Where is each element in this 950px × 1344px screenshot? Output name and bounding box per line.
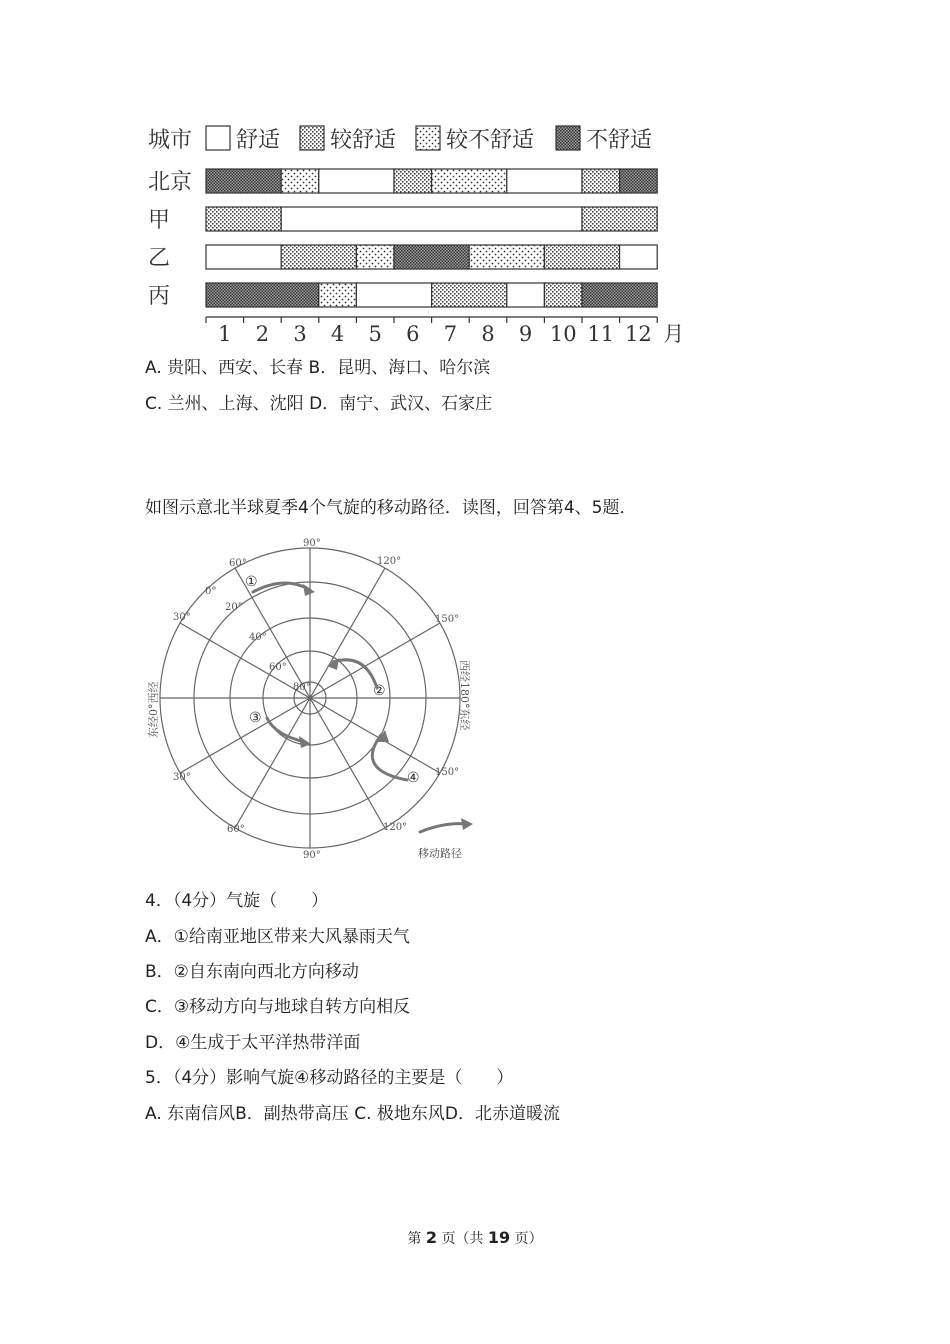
lon-label-0: 0° <box>205 586 217 597</box>
lat-label-80: 80° <box>293 682 311 693</box>
legend-label: 移动路径 <box>418 847 462 860</box>
cyclone-label-3: ③ <box>249 710 262 726</box>
legend-label-fairly_comfortable: 较舒适 <box>330 128 397 153</box>
row-label: 甲 <box>148 208 171 233</box>
q3-options-line1: A. 贵阳、西安、长春 B．昆明、海口、哈尔滨 <box>145 358 491 378</box>
lon-label-30-bottom: 30° <box>173 772 191 783</box>
legend-label-fairly_uncomfortable: 较不舒适 <box>446 128 535 153</box>
cyclone-path-1 <box>253 583 310 592</box>
bar-segment-fairly_uncomfortable <box>319 283 357 307</box>
lon-label-60-bottom: 60° <box>227 824 245 835</box>
bar-segment-fairly_comfortable <box>206 207 281 231</box>
lon-label-120-top: 120° <box>377 556 402 567</box>
row-label: 乙 <box>148 246 171 271</box>
row-label: 北京 <box>148 170 193 195</box>
bar-segment-comfortable <box>319 169 394 193</box>
cyclone-polar-map <box>145 530 485 874</box>
q5-options: A. 东南信风B．副热带高压 C. 极地东风D．北赤道暖流 <box>145 1104 560 1124</box>
footer-suffix: 页） <box>514 1231 543 1247</box>
bar-segment-uncomfortable <box>206 283 319 307</box>
cyclone-label-4: ④ <box>407 770 420 786</box>
bar-segment-comfortable <box>356 283 431 307</box>
bar-segment-uncomfortable <box>620 169 658 193</box>
legend-swatch-comfortable <box>206 126 230 150</box>
legend-title: 城市 <box>148 128 193 153</box>
q5-stem: 5．（4分）影响气旋④移动路径的主要是（ ） <box>145 1068 514 1088</box>
footer-total: 19 <box>487 1228 511 1247</box>
bar-segment-uncomfortable <box>394 245 469 269</box>
row-label: 丙 <box>148 284 171 309</box>
right-axis-label: 西经180°东经 <box>458 660 471 731</box>
bar-segment-fairly_uncomfortable <box>356 245 394 269</box>
month-label: 6 <box>406 322 420 346</box>
month-label: 10 <box>549 322 577 346</box>
month-label: 5 <box>368 322 382 346</box>
lat-label-20: 20° <box>225 602 243 613</box>
month-label: 2 <box>255 322 270 346</box>
month-unit: 月 <box>663 322 685 346</box>
q4-option-a: A．①给南亚地区带来大风暴雨天气 <box>145 927 410 947</box>
lon-label-90-bottom: 90° <box>303 850 321 861</box>
q3-options-line2: C. 兰州、上海、沈阳 D．南宁、武汉、石家庄 <box>145 394 493 414</box>
bar-segment-fairly_comfortable <box>582 169 620 193</box>
lon-label-90-top: 90° <box>303 538 321 549</box>
footer-prefix: 第 <box>407 1231 422 1247</box>
bar-segment-comfortable <box>507 169 582 193</box>
q4-option-d: D．④生成于太平洋热带洋面 <box>145 1033 361 1053</box>
month-label: 9 <box>518 322 533 346</box>
lon-label-30-top: 30° <box>173 612 191 623</box>
bar-segment-fairly_comfortable <box>544 283 582 307</box>
lon-label-120-bottom: 120° <box>383 822 408 833</box>
month-label: 11 <box>587 322 615 346</box>
legend-swatch-fairly_comfortable <box>300 126 324 150</box>
month-label: 8 <box>481 322 495 346</box>
lat-label-40: 40° <box>249 632 267 643</box>
month-label: 3 <box>293 322 307 346</box>
bar-segment-comfortable <box>507 283 545 307</box>
cyclone-label-1: ① <box>245 574 258 590</box>
lon-label-150-top: 150° <box>435 614 460 625</box>
bar-segment-uncomfortable <box>206 169 281 193</box>
footer-page: 2 <box>425 1228 437 1247</box>
bar-segment-fairly_uncomfortable <box>469 245 544 269</box>
bar-segment-fairly_comfortable <box>281 245 356 269</box>
footer-middle: 页（共 <box>441 1231 484 1247</box>
bar-segment-comfortable <box>620 245 658 269</box>
intro-text: 如图示意北半球夏季4个气旋的移动路径．读图，回答第4、5题． <box>145 498 637 518</box>
bar-segment-fairly_uncomfortable <box>281 169 319 193</box>
legend-label-uncomfortable: 不舒适 <box>586 128 653 153</box>
cyclone-label-2: ② <box>373 683 386 699</box>
legend-swatch-fairly_uncomfortable <box>416 126 440 150</box>
lat-label-60: 60° <box>269 662 287 673</box>
legend-swatch-uncomfortable <box>556 126 580 150</box>
bar-segment-fairly_comfortable <box>544 245 619 269</box>
bar-segment-comfortable <box>281 207 582 231</box>
lon-label-150-bottom: 150° <box>435 767 460 778</box>
legend-label-comfortable: 舒适 <box>236 128 281 153</box>
q4-option-c: C．③移动方向与地球自转方向相反 <box>145 997 411 1017</box>
bar-segment-uncomfortable <box>582 283 657 307</box>
q4-option-b: B．②自东南向西北方向移动 <box>145 962 359 982</box>
legend-arrow <box>420 824 467 832</box>
bar-segment-fairly_uncomfortable <box>432 169 507 193</box>
bar-segment-comfortable <box>206 245 281 269</box>
bar-segment-fairly_comfortable <box>432 283 507 307</box>
month-label: 7 <box>443 322 458 346</box>
month-label: 4 <box>330 322 345 346</box>
lon-label-60-top: 60° <box>229 558 247 569</box>
q4-stem: 4．（4分）气旋（ ） <box>145 891 329 911</box>
month-label: 12 <box>625 322 652 346</box>
month-label: 1 <box>218 322 232 346</box>
bar-segment-fairly_comfortable <box>582 207 657 231</box>
left-axis-label: 东经0°西经 <box>147 681 160 738</box>
comfort-chart <box>140 115 700 359</box>
bar-segment-fairly_comfortable <box>394 169 432 193</box>
page-footer <box>0 1228 950 1248</box>
